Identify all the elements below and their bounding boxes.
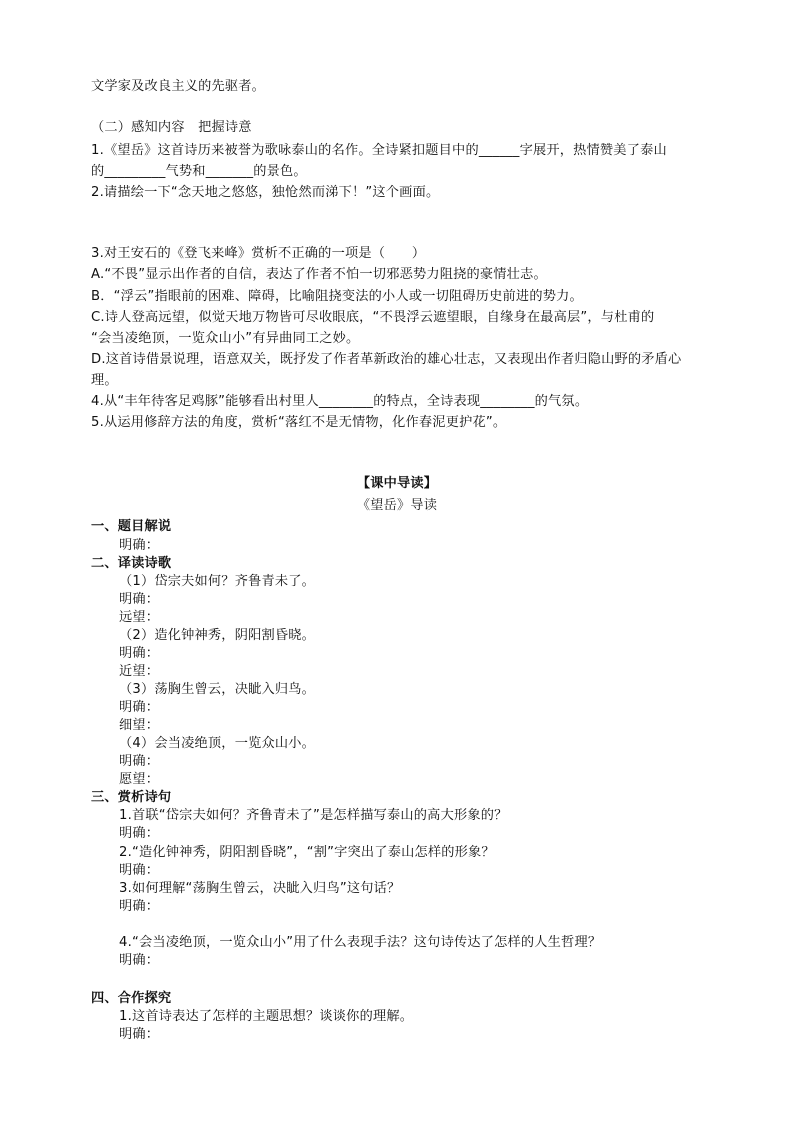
appreciation-answer-3: 明确： [119, 899, 160, 914]
poem-line-3: （3）荡胸生曾云，决眦入归鸟。 [119, 682, 316, 697]
view-detail: 细望： [119, 718, 160, 733]
section-heading: （二）感知内容 把握诗意 [91, 120, 252, 135]
view-far: 远望： [119, 610, 160, 625]
part-3-heading: 三、赏析诗句 [91, 790, 172, 805]
lesson-subtitle: 《望岳》导读 [356, 498, 438, 513]
option-d-line-1: D.这首诗借景说理，语意双关，既抒发了作者革新政治的雄心壮志，又表现出作者归隐山野的矛盾心 [91, 352, 682, 367]
view-near: 近望： [119, 664, 160, 679]
appreciation-question-3: 3.如何理解“荡胸生曾云，决眦入归鸟”这句话？ [119, 881, 401, 896]
question-1-line-2: 的_________气势和_______的景色。 [91, 164, 307, 179]
poem-line-4: （4）会当凌绝顶，一览众山小。 [119, 736, 316, 751]
poem-answer-1: 明确： [119, 592, 160, 607]
poem-line-1: （1）岱宗夫如何？齐鲁青未了。 [119, 574, 316, 589]
option-c-line-1: C.诗人登高远望，似觉天地万物皆可尽收眼底，“不畏浮云遮望眼，自缘身在最高层”，与杜甫的 [91, 310, 655, 325]
poem-answer-4: 明确： [119, 754, 160, 769]
part-1-answer: 明确： [119, 538, 160, 553]
option-a: A.“不畏”显示出作者的自信，表达了作者不怕一切邪恶势力阻挠的豪情壮志。 [91, 267, 547, 282]
question-3: 3.对王安石的《登飞来峰》赏析不正确的一项是（ ） [91, 246, 426, 261]
discussion-answer-1: 明确： [119, 1027, 160, 1042]
appreciation-question-4: 4.“会当凌绝顶，一览众山小”用了什么表现手法？这句诗传达了怎样的人生哲理？ [119, 935, 602, 950]
poem-line-2: （2）造化钟神秀，阴阳割昏晓。 [119, 628, 316, 643]
appreciation-answer-2: 明确： [119, 863, 160, 878]
poem-answer-3: 明确： [119, 700, 160, 715]
lesson-title: 【课中导读】 [356, 476, 438, 491]
option-b: B．“浮云”指眼前的困难、障碍，比喻阻挠变法的小人或一切阻碍历史前进的势力。 [91, 289, 583, 304]
intro-tail: 文学家及改良主义的先驱者。 [91, 79, 266, 94]
appreciation-question-1: 1.首联“岱宗夫如何？齐鲁青未了”是怎样描写泰山的高大形象的？ [119, 808, 508, 823]
view-wish: 愿望： [119, 772, 160, 787]
poem-answer-2: 明确： [119, 646, 160, 661]
question-4: 4.从“丰年待客足鸡豚”能够看出村里人________的特点，全诗表现________的气氛。 [91, 394, 589, 409]
option-c-line-2: “会当凌绝顶，一览众山小”有异曲同工之妙。 [91, 331, 360, 346]
question-5: 5.从运用修辞方法的角度，赏析“落红不是无情物，化作春泥更护花”。 [91, 415, 507, 430]
appreciation-answer-1: 明确： [119, 826, 160, 841]
discussion-question-1: 1.这首诗表达了怎样的主题思想？谈谈你的理解。 [119, 1009, 414, 1024]
appreciation-answer-4: 明确： [119, 953, 160, 968]
option-d-line-2: 理。 [91, 373, 118, 388]
part-4-heading: 四、合作探究 [91, 991, 172, 1006]
appreciation-question-2: 2.“造化钟神秀，阴阳割昏晓”，“割”字突出了泰山怎样的形象？ [119, 845, 495, 860]
question-1-line-1: 1.《望岳》这首诗历来被誉为歌咏泰山的名作。全诗紧扣题目中的______字展开，热情赞美了泰山 [91, 143, 667, 158]
question-2: 2.请描绘一下“念天地之悠悠，独怆然而涕下！”这个画面。 [91, 185, 440, 200]
part-1-heading: 一、题目解说 [91, 519, 172, 534]
part-2-heading: 二、译读诗歌 [91, 556, 172, 571]
